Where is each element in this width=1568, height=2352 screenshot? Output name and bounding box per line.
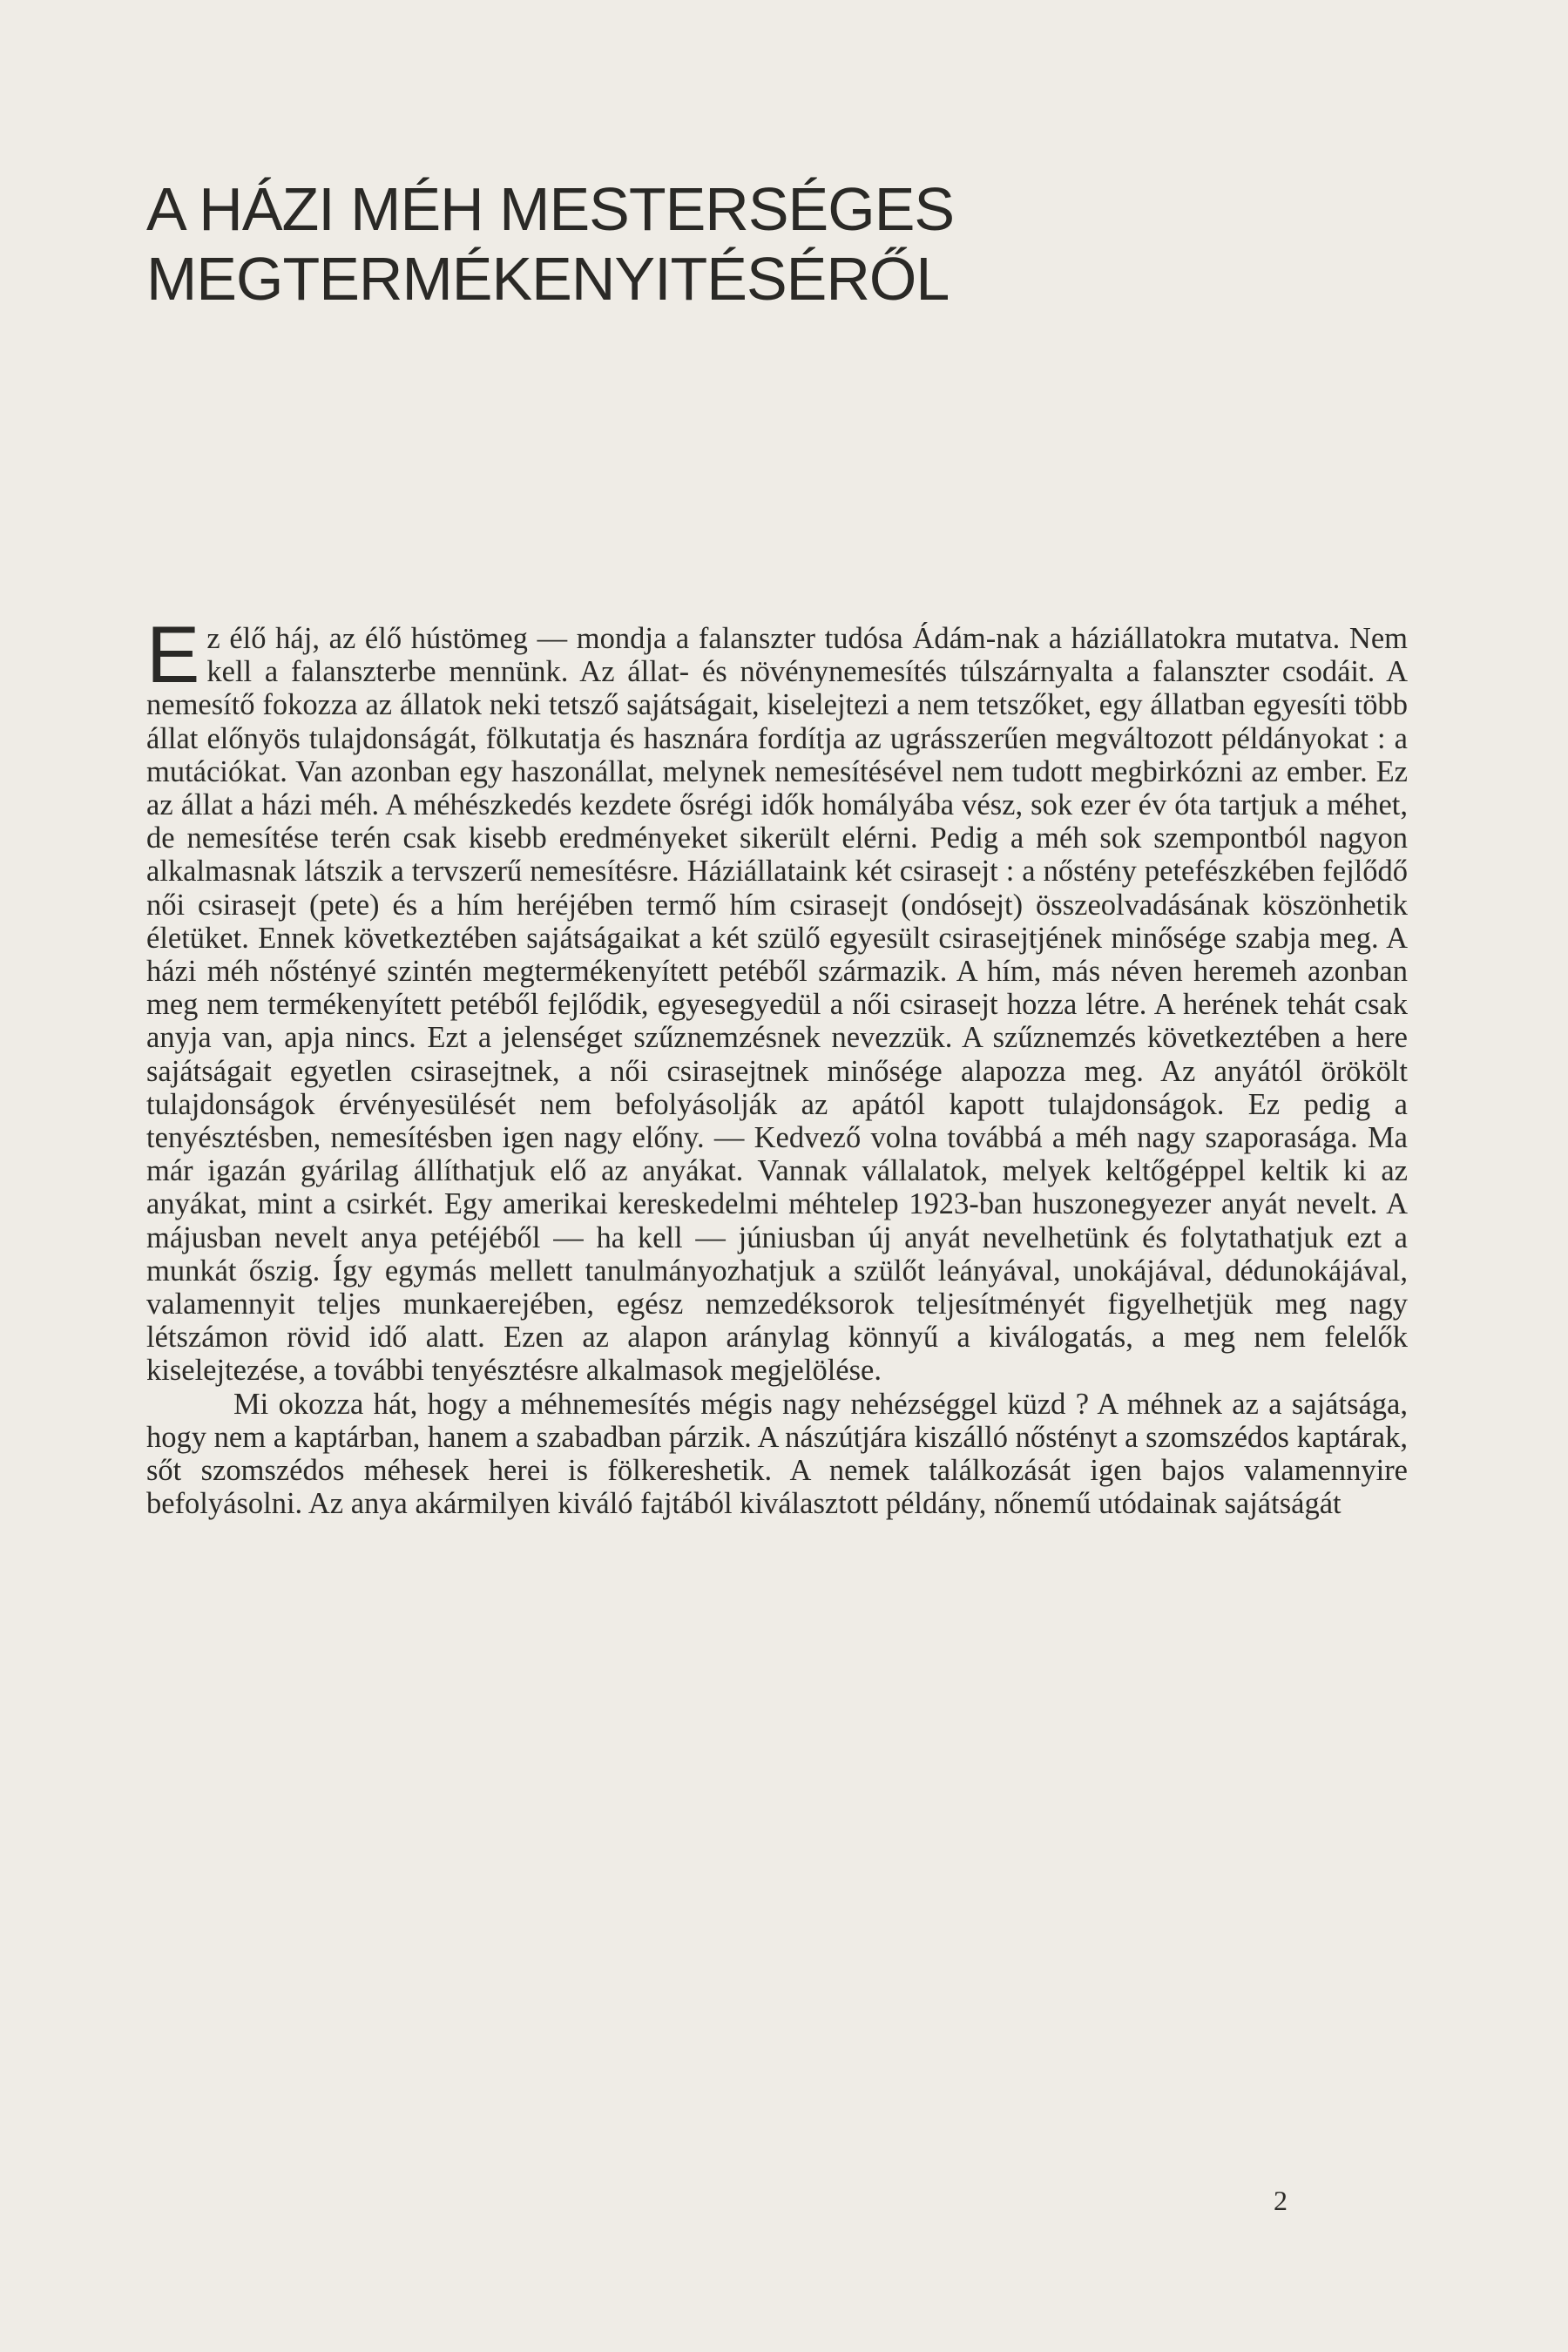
paragraph-2: Mi okozza hát, hogy a méhnemesítés mégis nagy nehézséggel küzd ? A méhnek az a sajátsága, hogy nem a kaptárban, hanem a szabadban párzik. A nászútjára kiszálló nőstényt a szomszédos kaptárak, sőt szomszédos méhesek herei is fölkereshetik. A nemek találkozását igen bajos valamennyire befolyásolni. Az anya akármilyen kiváló fajtából kiválasztott példány, nőnemű utódainak sajátságát [146, 1387, 1408, 1521]
title-line-1: A HÁZI MÉH MESTERSÉGES [146, 175, 955, 243]
article-title [146, 174, 1017, 314]
paragraph-1 [146, 611, 1408, 1388]
paragraph-1-text: z élő háj, az élő hústömeg — mondja a falanszter tudósa Ádám-nak a háziállatokra mutatva. Nem kell a falanszterbe mennünk. Az állat- és növénynemesítés túlszárnyalta a falanszter csodáit. A nemesítő fokozza az állatok neki tetsző sajátságait, kiselejtezi a nem tetszőket, egy állatban egyesíti több állat előnyös tulajdonságát, fölkutatja és hasznára fordítja az ugrásszerűen megváltozott példányokat : a mutációkat. Van azonban egy haszonállat, melynek nemesítésével nem tudott megbirkózni az ember. Ez az állat a házi méh. A méhészkedés kezdete ősrégi idők homályába vész, sok ezer év óta tartjuk a méhet, de nemesítése terén csak kisebb eredményeket sikerült elérni. Pedig a méh sok szempontból nagyon alkalmasnak látszik a tervszerű nemesítésre. Háziállataink két csirasejt : a nőstény petefészkében fejlődő női csirasejt (pete) és a hím heréjében termő hím csirasejt (ondósejt) összeolvadásának köszönhetik életüket. Ennek következtében sajátságaikat a két szülő egyesült csirasejtjének minősége szabja meg. A házi méh nőstényé szintén megtermékenyített petéből származik. A hím, más néven heremeh azonban meg nem termékenyített petéből fejlődik, egyesegyedül a női csirasejt hozza létre. A herének tehát csak anyja van, apja nincs. Ezt a jelenséget szűznemzésnek nevezzük. A szűznemzés következtében a here sajátságait egyetlen csirasejtnek, a női csirasejtnek minősége alapozza meg. Az anyától örökölt tulajdonságok érvényesülését nem befolyásolják az apától kapott tulajdonságok. Ez pedig a tenyésztésben, nemesítésben igen nagy előny. — Kedvező volna továbbá a méh nagy szaporasága. Ma már igazán gyárilag állíthatjuk elő az anyákat. Vannak vállalatok, melyek keltőgéppel keltik ki az anyákat, mint a csirkét. Egy amerikai kereskedelmi méhtelep 1923-ban huszonegyezer anyát nevelt. A májusban nevelt anya petéjéből — ha kell — júniusban új anyát nevelhetünk és folytathatjuk ezt a munkát őszig. Így egymás mellett tanulmányozhatjuk a szülőt leányával, unokájával, dédunokájával, valamennyit teljes munkaerejében, egész nemzedéksorok teljesítményét figyelhetjük meg nagy létszámon rövid idő alatt. Ezen az alapon aránylag könnyű a kiválogatás, a meg nem felelők kiselejtezése, a további tenyésztésre alkalmasok megjelölése. [146, 622, 1408, 1388]
page-number: 2 [1274, 2185, 1288, 2216]
title-line-2: MEGTERMÉKENYITÉSÉRŐL [146, 245, 950, 313]
article-body [146, 611, 1408, 1521]
drop-cap: E [146, 611, 200, 700]
